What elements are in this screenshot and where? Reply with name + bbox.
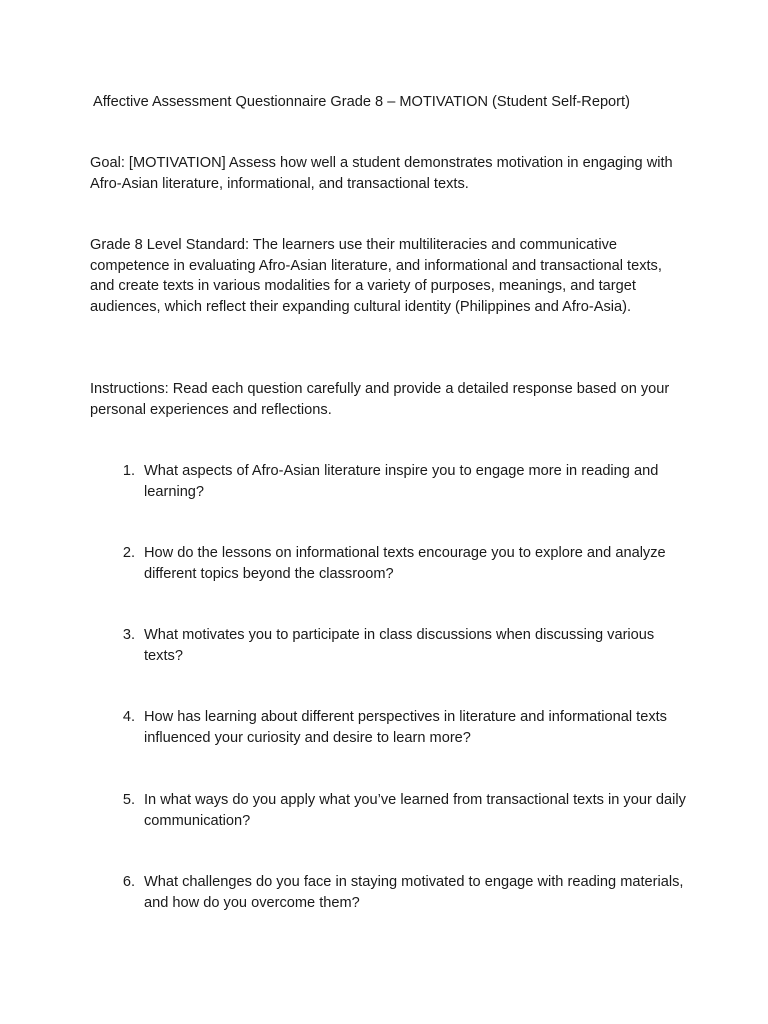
- question-number: 4.: [122, 709, 135, 725]
- question-text: What aspects of Afro-Asian literature inspire you to engage more in reading and learning?: [144, 463, 659, 500]
- question-number: 3.: [122, 627, 135, 643]
- question-text: How do the lessons on informational texts encourage you to explore and analyze different topics beyond the classroom?: [144, 545, 666, 582]
- instructions-paragraph: Instructions: Read each question carefully and provide a detailed response based on your personal experiences and reflections.: [90, 381, 670, 418]
- question-text: In what ways do you apply what you’ve learned from transactional texts in your daily communication?: [144, 792, 686, 829]
- question-item: [90, 543, 690, 584]
- standard-paragraph: Grade 8 Level Standard: The learners use their multiliteracies and communicative competence in evaluating Afro-Asian literature, and informational and transactional texts, and create texts in various modalities for a variety of purposes, meanings, and target audiences, which reflect their expanding cultural identity (Philippines and Afro-Asia).: [90, 237, 662, 315]
- question-item: [90, 790, 690, 831]
- question-number: 1.: [122, 463, 135, 479]
- document-title: Affective Assessment Questionnaire Grade 8 – MOTIVATION (Student Self-Report): [93, 94, 630, 110]
- question-number: 5.: [122, 792, 135, 808]
- question-item: [90, 461, 690, 502]
- question-item: [90, 707, 690, 748]
- question-item: [90, 872, 690, 913]
- question-text: What motivates you to participate in class discussions when discussing various texts?: [144, 627, 655, 664]
- question-text: What challenges do you face in staying motivated to engage with reading materials, and how do you overcome them?: [144, 874, 684, 911]
- question-number: 2.: [122, 545, 135, 561]
- goal-paragraph: Goal: [MOTIVATION] Assess how well a student demonstrates motivation in engaging with Afro-Asian literature, informational, and transactional texts.: [90, 155, 673, 192]
- question-number: 6.: [122, 874, 135, 890]
- question-item: [90, 625, 690, 666]
- question-text: How has learning about different perspectives in literature and informational texts influenced your curiosity and desire to learn more?: [144, 709, 667, 746]
